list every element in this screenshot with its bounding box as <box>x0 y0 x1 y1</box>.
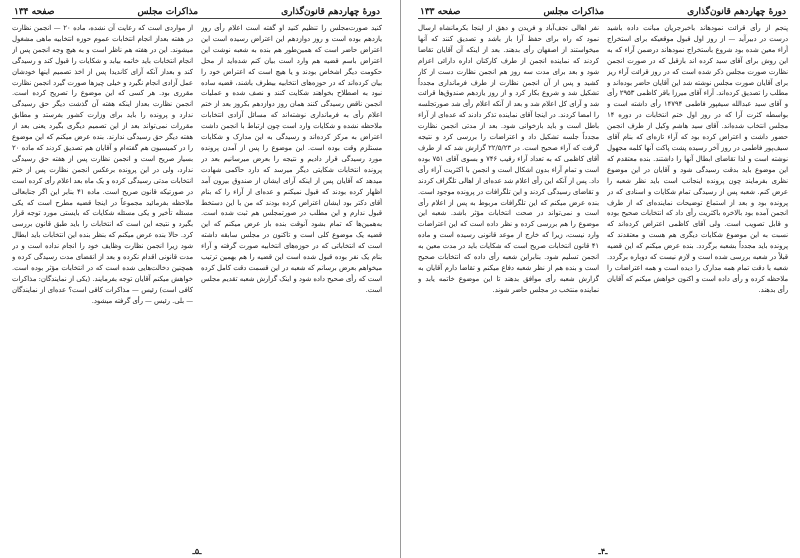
gutter-divider <box>400 0 401 558</box>
page-folio: ـ۴ـ <box>598 546 608 556</box>
header-session: دورهٔ چهاردهم قانون‌گذاری <box>281 7 380 17</box>
header-title: مذاکرات مجلس <box>137 7 199 17</box>
header-session: دورهٔ چهاردهم قانون‌گذاری <box>687 7 786 17</box>
header-page-number: صفحه ۱۳۳ <box>420 7 461 17</box>
text-columns <box>418 23 788 539</box>
page-header <box>12 6 382 19</box>
page-133 <box>406 0 800 558</box>
column-left: از مواردی است که رعایت آن نشده، ماده ۲۰ — انجمن نظارت در هفته بعداز انجام انتخابات عموم حوزه انتخابیه ماهی مشغول میشوند. این در هفته هم ناظر است و به هیچ وجه انجمن پس از انجام انتخابات باید خاتمه بیابد و شکایات را قبول کند و رسیدگی کند و بعداز آنکه آرای کاندیدا پس از اخذ تصمیم اینها خودشان عمل آزادی انجام نگیرد و خیلی چیزها صورت گیرد انجمن نظارت مقرری بود. هر کسی که این موضوع را تصریح کرده است. انجمن نظارت بعداز اینکه هفته آن گذشت دیگر حق رسیدگی ندارد و پرونده را باید برای وزارت کشور بفرستد و مطابق مقررات نمی‌تواند بعد از این تصمیم دیگری بگیرد یعنی بعد از هفته دیگر حق رسیدگی ندارند. بنده عرض میکنم که این موضوع را در کمیسیون هم گفته‌ام و آقایان هم تصدیق کردند که ماده ۲۰ بسیار صریح است و انجمن نظارت پس از هفته حق رسیدگی ندارد، ولی در این پرونده برعکس انجمن نظارت پس از ختم انتخابات مدتی رسیدگی کرده و یک ماه بعد اعلام رأی کرده است در صورتیکه قانون صریح است. ماده ۴۱ بنابر این اگر جنابعالی ملاحظه بفرمائید مجموعاً در اینجا قضیه مطرح است که یکی مسئله تأخیر و یکی مسئله شکایات که بایستی مورد توجه قرار بگیرد و نتیجه این است که انتخابات را باید طبق قانون بررسی کرد. حالا بنده عرض میکنم که بنظر بنده این انتخابات باید ابطال شود زیرا انجمن نظارت وظایف خود را انجام نداده است و در مدت قانونی اقدام نکرده و بعد از انقضای مدت رسیدگی کرده و همچنین دخالت‌هایی شده است که در انتخابات مؤثر بوده است. خواهش میکنم آقایان توجه بفرمایند. (یکی از نمایندگان: مذاکرات کافی است) رئیس — مذاکرات کافی است؟ عده‌ای از نمایندگان — بلی. رئیس — رأی گرفته میشود. <box>12 24 193 305</box>
column-right: کنید صورت‌مجلس را تنظیم کنید او گفته است اعلام رأی روز یازدهم بوده است و روز دوازدهم این اعتراض رسیده است این اعتراض حاضر است که همین‌طور هم بنده به شعبه نوشت این اعتراض باسم قضیه هم وارد است بیان کنم شده‌اید از محل حکومت دیگر اشخاص بودند و یا هیچ است که اعتراض خود را بیان کرده‌اند که در حوزه‌های انتخابیه بیطرف باشند، قضیه ساده نبود به اصطلاح بخواهند شکایت کنند و نصف شده و عملیات انجمن ناقض رسیدگی کنند همان روز دوازدهم بکروز بعد از ختم اعلام رأی به فرمانداری نوشته‌اند که مسائل آزادی انتخابات ملاحظه نشده و شکایات وارد است چون ارتباط با انجمن داشت اعتراض به مرکز کرده‌اند و رسیدگی به این مدارک و شکایات مستلزم وقت بوده است. این موضوع را پس از آمدن پرونده مورد رسیدگی قرار دادیم و نتیجه را بعرض میرسانیم بعد در پرونده انتخابات شکایتی دیگر میرسد که دارد حاکمی شهادت میدهد که آقایان پس از اینکه آرای ایشان از صندوق بیرون آمد اظهار کرده بودند که قبول نمیکنم و عده‌ای از آراء را که بنام آقای دکتر بود ایشان اعتراض کرده بودند که من با این دستخط قبول ندارم و این مطلب در صورتمجلس هم ثبت شده است. به‌همین‌ها که تمام بشود آنوقت بنده باز عرض میکنم که این قضیه یک موضوع کلی است و تاکنون در مجلس سابقه داشته است که انتخاباتی که در حوزه‌های انتخابیه صورت گرفته و آراء بنام یک نفر بوده قبول شده است این قضیه را هم بهمین ترتیب میخواهم بعرض برسانم که شعبه در این قسمت دقت کامل کرده است که رأی صحیح داده شود و اینک گزارش شعبه تقدیم مجلس است. <box>201 24 382 294</box>
text-columns <box>12 23 382 539</box>
column-left: نفر اهالی نجف‌آباد و فریدن و دهق از اینجا بکرمانشاه ارسال نمود که راه برای حفظ آرا باز باشد و تصدیق کنند که آنها میخواستند از اصفهان رأی بدهند. بعد از اینکه آن آقایان تقاضا کردند که نماینده انجمن از طرف کارکنان اداره دارائی اعزام شود و بعد برای مدت سه روز هم انجمن نظارت دست از کار کشید و پس از آن انجمن نظارت از طرف فرمانداری مجدداً تشکیل شد و شروع بکار کرد و از روز یازدهم صندوق‌ها قرائت شد و آرای کل اعلام شد و بعد از آنکه اعلام رأی شد صورتجلسه را امضا کردند. در اینجا آقای نماینده تذکر دادند که عده‌ای از آراء باطل است و باید بازخوانی شود. بعد از مدتی انجمن نظارت مجدداً جلسه تشکیل داد و اعتراضات را بررسی کرد و نتیجه گرفت که آراء صحیح است. در ۲۲/۵/۲۳ گزارش شد که از طرف آقای کاظمی که به تعداد آراء رقیب ۷۴۶ و بسوی آقای ۷۵۱ بوده است و تمام آراء بدون اشکال است و انجمن با اکثریت آراء رأی داد. پس از آنکه این رأی اعلام شد عده‌ای از اهالی تلگراف کردند و تقاضای رسیدگی کردند و این تلگرافات در پرونده موجود است. بنده عرض میکنم که این تلگرافات مربوط به پس از اعلام رأی است و نمی‌تواند در صحت انتخابات مؤثر باشد. شعبه این موضوع را هم بررسی کرده و نظر داده است که این اعتراضات وارد نیست، زیرا که خارج از موعد قانونی رسیده است و ماده ۴۱ قانون انتخابات صریح است که شکایات باید در مدت معین به انجمن تسلیم شود. بنابراین شعبه رأی داده که انتخابات صحیح است و بنده هم از نظر شعبه دفاع میکنم و تقاضا دارم آقایان به گزارش شعبه رأی موافق بدهند تا این موضوع خاتمه یابد و نماینده منتخب در مجلس حاضر شوند. <box>418 24 599 294</box>
page-header <box>418 6 788 19</box>
header-page-number: صفحه ۱۳۴ <box>14 7 55 17</box>
page-folio: ـ۵ـ <box>192 546 202 556</box>
page-134 <box>0 0 394 558</box>
header-title: مذاکرات مجلس <box>543 7 605 17</box>
column-right: پنجم از رأی قرائت نمودهاند باخبرجریان مبانت داده باشید درست در دبیرآید — از روز اول قبول موقعیکه برای استخراج آراء معین شده بود شروع باستخراج نمودهاند درضمن آراء که به این روش برای آقای سید کرده اند بازقبل که در صورت انجمن نظارت صورت مجلس ذکر شده است که در روز قرائت آراء ریز برای آقایان صورت مجلس نوشته شد این آقایان حاضر بوده‌اند و مطلب را تصدیق کرده‌اند. آراء آقای میرزا باقر کاظمی ۲۹۵۳ رأی و آقای سید عبدالله سیفپور فاطمی ۱۴۷۹۴ رأی داشته است و بواسطه کثرت آرا که در روز اول ختم انتخابات در دوره ۱۴ مجلس انتخاب شده‌اند. آقای سید هاشم وکیل از طرف انجمن حضور داشت و اعتراض کرده بود که آراء تازه‌ای که بنام آقای سیف‌پور فاطمی در روز آخر رسیده پشت پاکت آنها کلمه مجهول نوشته است و لذا تقاضای ابطال آنها را داشتند. بنده معتقدم که این موضوع باید بدقت رسیدگی شود و آقایان در این موضوع نظری بفرمایند چون پرونده اینجانب است باید نظر شعبه را عرض کنم. شعبه پس از رسیدگی تمام شکایات و اسنادی که در پرونده بود و بعد از استماع توضیحات نماینده‌ای که از طرف انجمن آمده بود بالاخره باکثریت رأی داد که انتخابات صحیح بوده و قابل تصویب است. ولی آقای کاظمی اعتراض کرده‌اند که نسبت به این موضوع شکایات دیگری هم هست و معتقدند که پرونده باید مجدداً بشعبه برگردد. بنده عرض میکنم که این قضیه قبلاً در شعبه بررسی شده است و لازم نیست که دوباره برگردد. شعبه با دقت تمام همه مدارک را دیده است و همه اعتراضات را ملاحظه کرده و رأی داده است و اکنون خواهش میکنم که آقایان رأی بدهند. <box>607 24 788 294</box>
